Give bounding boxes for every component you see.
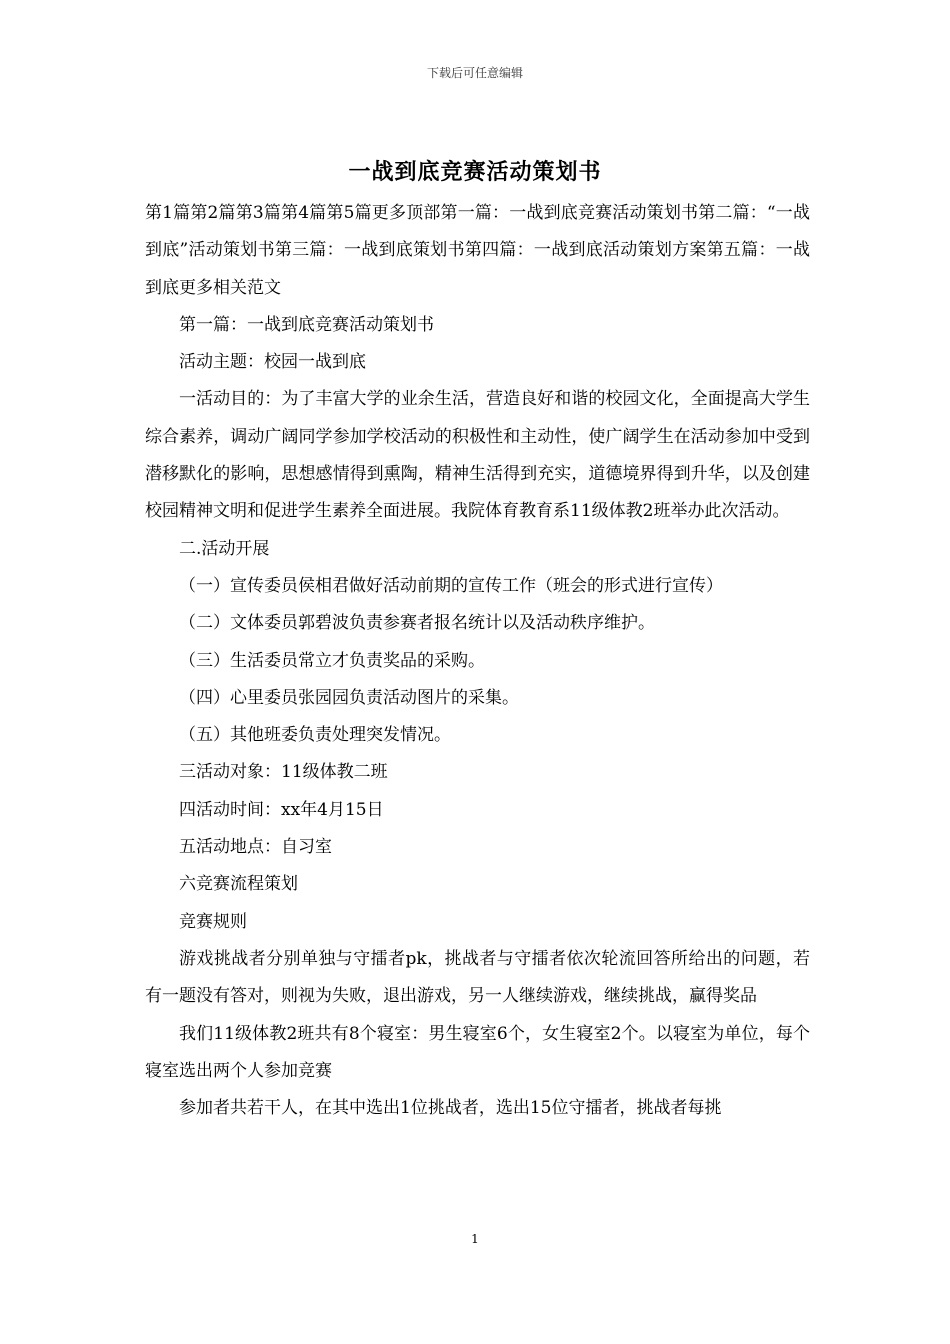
paragraph: 第1篇第2篇第3篇第4篇第5篇更多顶部第一篇：一战到底竞赛活动策划书第二篇：“一战到底”活动策划书第三篇：一战到底策划书第四篇：一战到底活动策划方案第五篇：一战到底更多相关范文 (145, 203, 810, 298)
paragraph: （二）文体委员郭碧波负责参赛者报名统计以及活动秩序维护。 (179, 613, 655, 634)
paragraph: 竞赛规则 (179, 911, 247, 932)
paragraph: （三）生活委员常立才负责奖品的采购。 (179, 650, 485, 671)
paragraph: 活动主题：校园一战到底 (179, 352, 366, 373)
paragraph: 二.活动开展 (179, 538, 270, 559)
paragraph: 五活动地点：自习室 (179, 837, 332, 858)
paragraph: 我们11级体教2班共有8个寝室：男生寝室6个，女生寝室2个。以寝室为单位，每个寝室选出两个人参加竞赛 (145, 1023, 810, 1081)
paragraph: 游戏挑战者分别单独与守擂者pk，挑战者与守擂者依次轮流回答所给出的问题，若有一题没有答对，则视为失败，退出游戏，另一人继续游戏，继续挑战，赢得奖品 (145, 948, 810, 1007)
paragraph: （四）心里委员张园园负责活动图片的采集。 (179, 687, 519, 708)
paragraph: （一）宣传委员侯相君做好活动前期的宣传工作（班会的形式进行宣传） (179, 575, 723, 596)
page-header: 下载后可任意编辑 (426, 66, 523, 80)
paragraph: 一活动目的：为了丰富大学的业余生活，营造良好和谐的校园文化，全面提高大学生综合素养，调动广阔同学参加学校活动的积极性和主动性，使广阔学生在活动参加中受到潜移默化的影响，思想感情得到熏陶，精神生活得到充实，道德境界得到升华，以及创建校园精神文明和促进学生素养全面进展。我院体育教育系11级体教2班举办此次活动。 (145, 389, 810, 522)
paragraph: 第一篇：一战到底竞赛活动策划书 (179, 314, 434, 335)
document-title: 一战到底竞赛活动策划书 (348, 159, 602, 185)
document-body (145, 195, 810, 1127)
paragraph: 参加者共若干人，在其中选出1位挑战者，选出15位守擂者，挑战者每挑 (179, 1098, 722, 1119)
paragraph: （五）其他班委负责处理突发情况。 (179, 725, 451, 746)
page-number: 1 (471, 1232, 479, 1246)
paragraph: 六竞赛流程策划 (179, 874, 298, 895)
paragraph: 三活动对象：11级体教二班 (179, 762, 388, 783)
paragraph: 四活动时间：xx年4月15日 (179, 799, 384, 820)
